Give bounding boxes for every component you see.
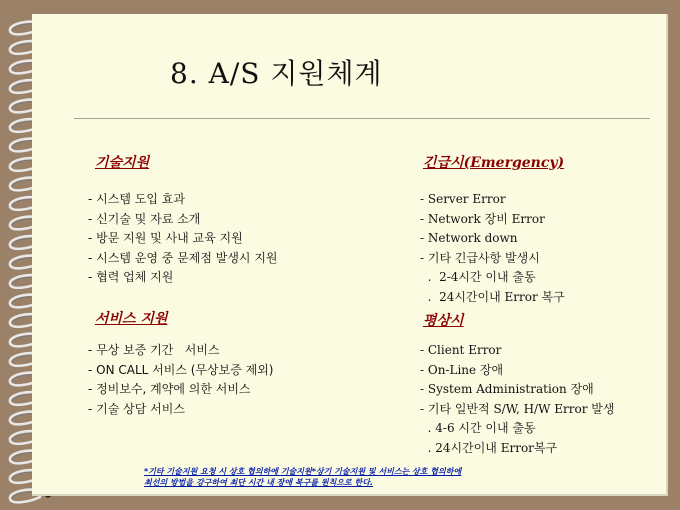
list-item: - 협력 업체 지원 bbox=[88, 270, 174, 284]
list-item: . 24시간이내 Error복구 bbox=[420, 440, 558, 455]
heading-service-support: 서비스 지원 bbox=[95, 311, 168, 327]
list-item: - Server Error bbox=[420, 192, 506, 206]
list-item: - 정비보수, 계약에 의한 서비스 bbox=[88, 382, 251, 396]
title-divider bbox=[74, 118, 650, 119]
heading-tech-support: 기술지원 bbox=[95, 155, 150, 171]
heading-normal: 평상시 bbox=[423, 313, 464, 329]
footnote bbox=[144, 466, 644, 488]
list-item: - 기술 상담 서비스 bbox=[88, 401, 185, 416]
list-item: - ON CALL 서비스 (무상보증 제외) bbox=[88, 362, 274, 377]
footnote-line: *기타 기술지원 요청 시 상호 협의하에 기술지원*상기 기술지원 및 서비스는 상호 협의하에 bbox=[144, 467, 462, 476]
list-item: - 시스템 운영 중 문제점 발생시 지원 bbox=[88, 250, 278, 265]
list-emergency bbox=[420, 190, 565, 307]
list-item: - Network 장비 Error bbox=[420, 211, 545, 226]
list-item: - On-Line 장애 bbox=[420, 362, 504, 377]
list-item: . 4-6 시간 이내 출동 bbox=[420, 421, 536, 435]
list-normal bbox=[420, 341, 614, 458]
footnote-line: 최선의 방법을 강구하여 최단 시간 내 장애 복구를 원칙으로 한다. bbox=[144, 478, 374, 487]
list-item: . 24시간이내 Error 복구 bbox=[420, 289, 565, 304]
list-item: - 무상 보증 기간 서비스 bbox=[88, 343, 220, 357]
list-item: - Network down bbox=[420, 231, 518, 245]
page-title: 8. A/S 지원체계 bbox=[170, 57, 383, 90]
list-item: - Client Error bbox=[420, 343, 502, 357]
list-item: - 기타 긴급사항 발생시 bbox=[420, 250, 540, 265]
list-item: - 시스템 도입 효과 bbox=[88, 192, 185, 206]
list-tech-support bbox=[88, 190, 278, 288]
heading-emergency: 긴급시(Emergency) bbox=[423, 155, 565, 171]
list-item: - System Administration 장애 bbox=[420, 382, 594, 396]
list-item: - 신기술 및 자료 소개 bbox=[88, 211, 201, 226]
list-service-support bbox=[88, 341, 273, 419]
list-item: - 기타 일반적 S/W, H/W Error 발생 bbox=[420, 401, 615, 416]
list-item: . 2-4시간 이내 출동 bbox=[420, 270, 536, 284]
list-item: - 방문 지원 및 사내 교육 지원 bbox=[88, 231, 243, 245]
